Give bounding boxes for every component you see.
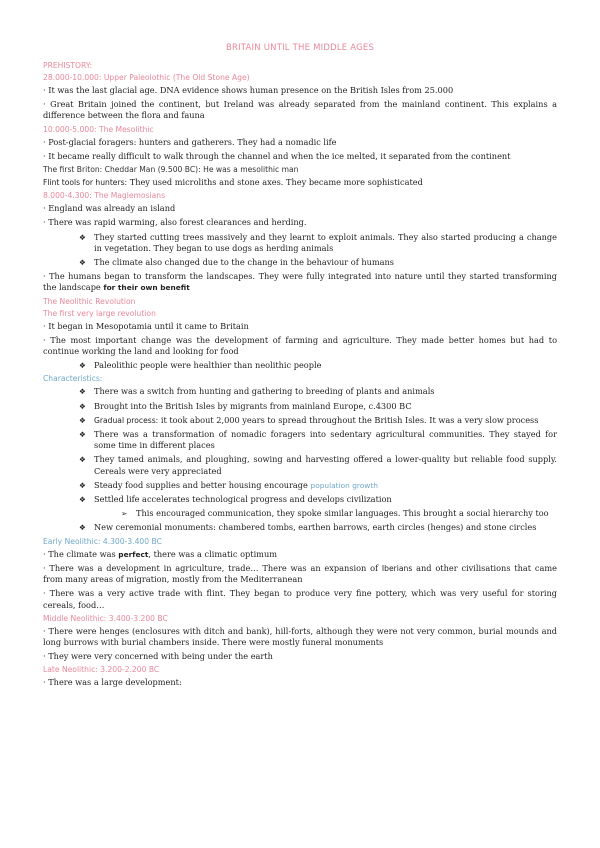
flint-tools-text: They used microliths and stone axes. They became more sophisticated [127, 177, 423, 188]
list-item [79, 494, 557, 505]
list-item [79, 429, 557, 451]
diamond-bullet-icon: ❖ [79, 495, 86, 505]
list-item [121, 508, 557, 519]
paragraph-text: · There was a development in agriculture, trade… There was an expansion of [43, 562, 382, 573]
paragraph: · There was a large development: [43, 677, 182, 688]
bullet-list [43, 360, 557, 371]
list-item-text: Paleolithic people were healthier than neolithic people [94, 360, 322, 371]
population-growth-highlight: population growth [310, 480, 378, 490]
document-title: BRITAIN UNTIL THE MIDDLE AGES [225, 43, 375, 53]
list-item-text: There was a transformation of nomadic foragers into sedentary agricultural communities. They stayed for some time in different places [94, 429, 557, 451]
list-item [79, 415, 557, 426]
list-item-text: Settled life accelerates technological progress and develops civilization [94, 494, 392, 505]
list-item-text: Steady food supplies and better housing encourage [94, 479, 311, 490]
late-neolithic-heading: Late Neolithic: 3.200-2.200 BC [43, 665, 160, 675]
list-item-text: Brought into the British Isles by migrants from mainland Europe, c.4300 BC [94, 400, 412, 411]
list-item-text: They started cutting trees massively and they learnt to exploit animals. They also started producing a change in vegetation. They began to use dogs as herding animals [94, 231, 557, 253]
list-item [79, 257, 557, 268]
paragraph: · There were henges (enclosures with ditch and bank), hill-forts, although they were not very common, burial mounds and long burrows with burial chambers inside. There were mostly funeral monuments [43, 625, 557, 647]
list-item [79, 522, 557, 533]
paragraph: · Post-glacial foragers: hunters and gatherers. They had a nomadic life [43, 136, 337, 147]
bullet-list [43, 232, 557, 269]
diamond-bullet-icon: ❖ [79, 455, 86, 465]
neolithic-heading: The Neolithic Revolution [43, 296, 136, 306]
paragraph-text: , there was a climatic optimum [148, 548, 277, 559]
diamond-bullet-icon: ❖ [79, 401, 86, 411]
diamond-bullet-icon: ❖ [79, 361, 86, 371]
cheddar-man-line: The first Briton: Cheddar Man (9.500 BC): He was a mesolithic man [43, 165, 299, 175]
bullet-list [43, 522, 557, 533]
list-item [79, 232, 557, 254]
early-neolithic-heading: Early Neolithic: 4.300-3.400 BC [43, 536, 162, 546]
paragraph: · Great Britain joined the continent, but Ireland was already separated from the mainland continent. This explains a difference between the flora and fauna [43, 99, 557, 121]
paragraph-text: and other civilisations that came from many areas of migration, mostly from the Mediterranean [43, 562, 557, 585]
diamond-bullet-icon: ❖ [79, 387, 86, 397]
list-item [79, 386, 557, 397]
section-prehistory-heading: PREHISTORY: [43, 61, 93, 70]
flint-tools-label: Flint tools for hunters: [43, 178, 128, 188]
list-item [79, 454, 557, 476]
bold-phrase: for their own benefit [103, 283, 190, 293]
sub-bullet-list [43, 508, 557, 519]
gradual-process-label: Gradual process: [94, 415, 159, 425]
mesolithic-heading: 10.000-5.000: The Mesolithic [43, 124, 154, 134]
paragraph: · England was already an island [43, 203, 176, 214]
list-item [79, 401, 557, 412]
list-item-text: There was a switch from hunting and gathering to breeding of plants and animals [94, 386, 435, 397]
list-item [79, 360, 557, 371]
list-item-text: New ceremonial monuments: chambered tombs, earthen barrows, earth circles (henges) and stone circles [94, 522, 537, 533]
diamond-bullet-icon: ❖ [79, 523, 86, 533]
paragraph: · There was rapid warming, also forest clearances and herding. [43, 217, 307, 228]
bold-phrase: perfect [118, 549, 149, 559]
maglemosians-heading: 8.000-4.300: The Maglemosians [43, 191, 166, 201]
list-item [79, 480, 557, 491]
diamond-bullet-icon: ❖ [79, 480, 86, 490]
iberians-term: Iberians [381, 563, 413, 573]
paragraph [43, 549, 557, 560]
paragraph: · The most important change was the development of farming and agriculture. They made better homes but had to continue working the land and looking for food [43, 334, 557, 357]
neolithic-subheading: The first very large revolution [43, 308, 156, 318]
paragraph: · They were very concerned with being under the earth [43, 651, 273, 662]
paragraph: · There was a very active trade with flint. They began to produce very fine pottery, which was very useful for storing cereals, food… [43, 588, 557, 610]
paragraph-text: · The humans began to transform the landscapes. They were fully integrated into nature until they started transforming the landscape [43, 271, 557, 293]
paragraph-text: · The climate was [43, 548, 119, 559]
paragraph: · It began in Mesopotamia until it came to Britain [43, 320, 249, 331]
characteristics-heading: Characteristics: [43, 374, 103, 384]
document-content [43, 43, 557, 692]
middle-neolithic-heading: Middle Neolithic: 3.400-3.200 BC [43, 613, 168, 623]
diamond-bullet-icon: ❖ [79, 258, 86, 268]
paleolithic-heading: 28.000-10.000: Upper Paleolothic (The Old Stone Age) [43, 73, 250, 82]
diamond-bullet-icon: ❖ [79, 415, 86, 425]
list-item-text: it took about 2,000 years to spread throughout the British Isles. It was a very slow process [158, 414, 539, 425]
list-item-text: The climate also changed due to the change in the behaviour of humans [94, 257, 394, 268]
list-item-text: This encouraged communication, they spoke similar languages. This brought a social hierarchy too [136, 508, 549, 519]
bullet-list [43, 386, 557, 505]
list-item-text: They tamed animals, and ploughing, sowing and harvesting offered a lower-quality but reliable food supply. Cereals were very appreciated [94, 454, 557, 476]
paragraph [43, 271, 557, 293]
paragraph [43, 563, 557, 585]
diamond-bullet-icon: ❖ [79, 430, 86, 440]
paragraph [43, 177, 557, 188]
paragraph: · It became really difficult to walk through the channel and when the ice melted, it separated from the continent [43, 150, 511, 161]
paragraph: · It was the last glacial age. DNA evidence shows human presence on the British Isles from 25.000 [43, 85, 454, 95]
diamond-bullet-icon: ❖ [79, 232, 86, 242]
arrow-bullet-icon: ➢ [121, 509, 128, 519]
